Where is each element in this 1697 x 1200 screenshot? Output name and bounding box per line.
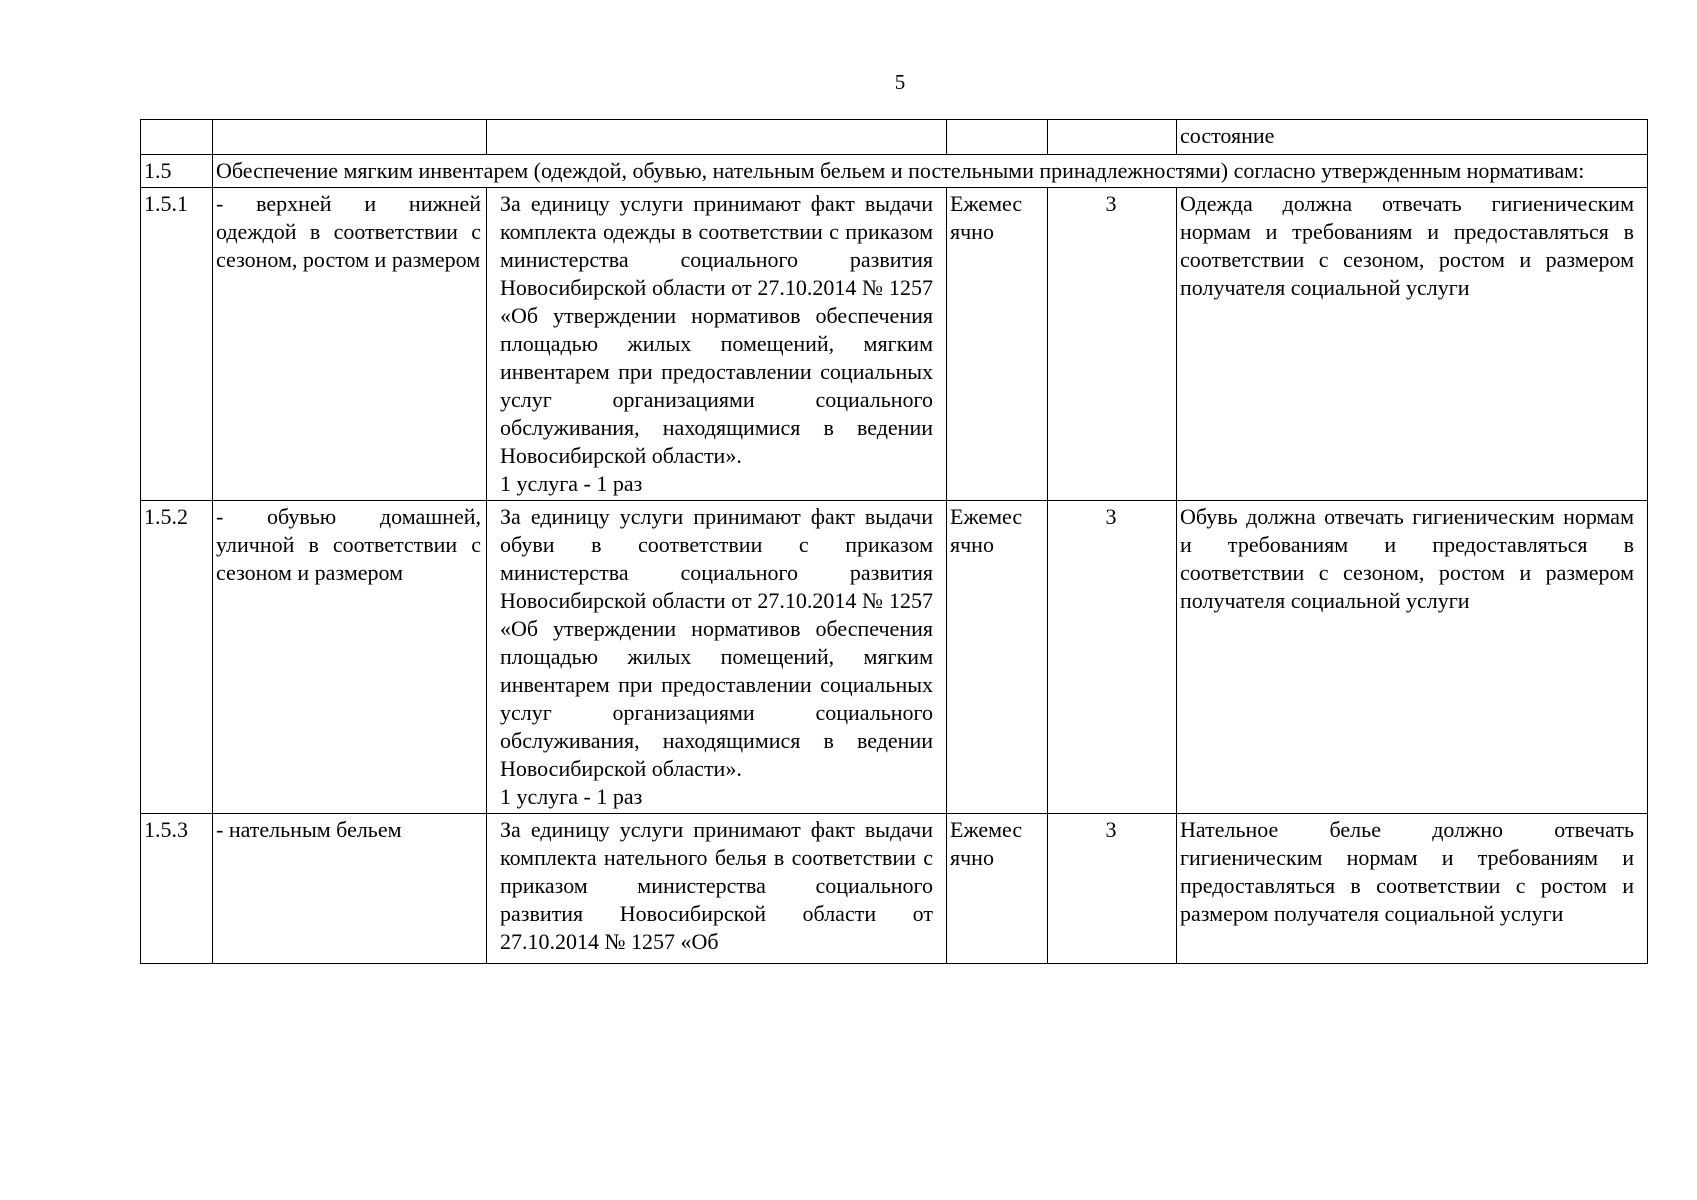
description-text: За единицу услуги принимают факт выдачи комплекта нательного белья в соответствии с приказом министерства социального развития Новосибирской области от 27.10.2014 № 1257 «Об bbox=[500, 817, 933, 954]
row-service: - обувью домашней, уличной в соответствии с сезоном и размером bbox=[213, 501, 487, 814]
section-title: Обеспечение мягким инвентарем (одеждой, обувью, нательным бельем и постельными принадлежностями) согласно утвержденным нормативам: bbox=[213, 155, 1648, 188]
row-description bbox=[487, 814, 947, 964]
unit-note: 1 услуга - 1 раз bbox=[500, 471, 643, 496]
row-service: - нательным бельем bbox=[213, 814, 487, 964]
row-value: 3 bbox=[1048, 501, 1177, 814]
row-periodicity: Ежемес ячно bbox=[947, 814, 1048, 964]
cell-value bbox=[1048, 120, 1177, 155]
row-description bbox=[487, 501, 947, 814]
row-code: 1.5.1 bbox=[141, 188, 213, 501]
row-code: 1.5.2 bbox=[141, 501, 213, 814]
table-row bbox=[141, 501, 1648, 814]
cell-requirement: состояние bbox=[1177, 120, 1648, 155]
table-row bbox=[141, 814, 1648, 964]
row-periodicity: Ежемес ячно bbox=[947, 501, 1048, 814]
row-value: 3 bbox=[1048, 188, 1177, 501]
cell-code bbox=[141, 120, 213, 155]
table-row-continuation bbox=[141, 120, 1648, 155]
cell-periodicity bbox=[947, 120, 1048, 155]
row-code: 1.5.3 bbox=[141, 814, 213, 964]
unit-note: 1 услуга - 1 раз bbox=[500, 784, 643, 809]
row-periodicity: Ежемес ячно bbox=[947, 188, 1048, 501]
row-value: 3 bbox=[1048, 814, 1177, 964]
services-table bbox=[140, 119, 1648, 964]
cell-description bbox=[487, 120, 947, 155]
row-requirement: Обувь должна отвечать гигиеническим нормам и требованиям и предоставляться в соответствии с сезоном, ростом и размером получателя социальной услуги bbox=[1177, 501, 1648, 814]
table-row bbox=[141, 188, 1648, 501]
row-service: - верхней и нижней одеждой в соответствии с сезоном, ростом и размером bbox=[213, 188, 487, 501]
page-number: 5 bbox=[894, 70, 906, 94]
row-requirement: Нательное белье должно отвечать гигиеническим нормам и требованиям и предоставляться в соответствии с ростом и размером получателя социальной услуги bbox=[1177, 814, 1648, 964]
description-text: За единицу услуги принимают факт выдачи комплекта одежды в соответствии с приказом министерства социального развития Новосибирской области от 27.10.2014 № 1257 «Об утверждении нормативов обеспечения площадью жилых помещений, мягким инвентарем при предоставлении социальных услуг организациями социального обслуживания, находящимися в ведении Новосибирской области». bbox=[500, 191, 933, 468]
description-text: За единицу услуги принимают факт выдачи обуви в соответствии с приказом министерства социального развития Новосибирской области от 27.10.2014 № 1257 «Об утверждении нормативов обеспечения площадью жилых помещений, мягким инвентарем при предоставлении социальных услуг организациями социального обслуживания, находящимися в ведении Новосибирской области». bbox=[500, 504, 933, 781]
section-code: 1.5 bbox=[141, 155, 213, 188]
cell-service bbox=[213, 120, 487, 155]
table-row-section bbox=[141, 155, 1648, 188]
row-requirement: Одежда должна отвечать гигиеническим нормам и требованиям и предоставляться в соответствии с сезоном, ростом и размером получателя социальной услуги bbox=[1177, 188, 1648, 501]
row-description bbox=[487, 188, 947, 501]
